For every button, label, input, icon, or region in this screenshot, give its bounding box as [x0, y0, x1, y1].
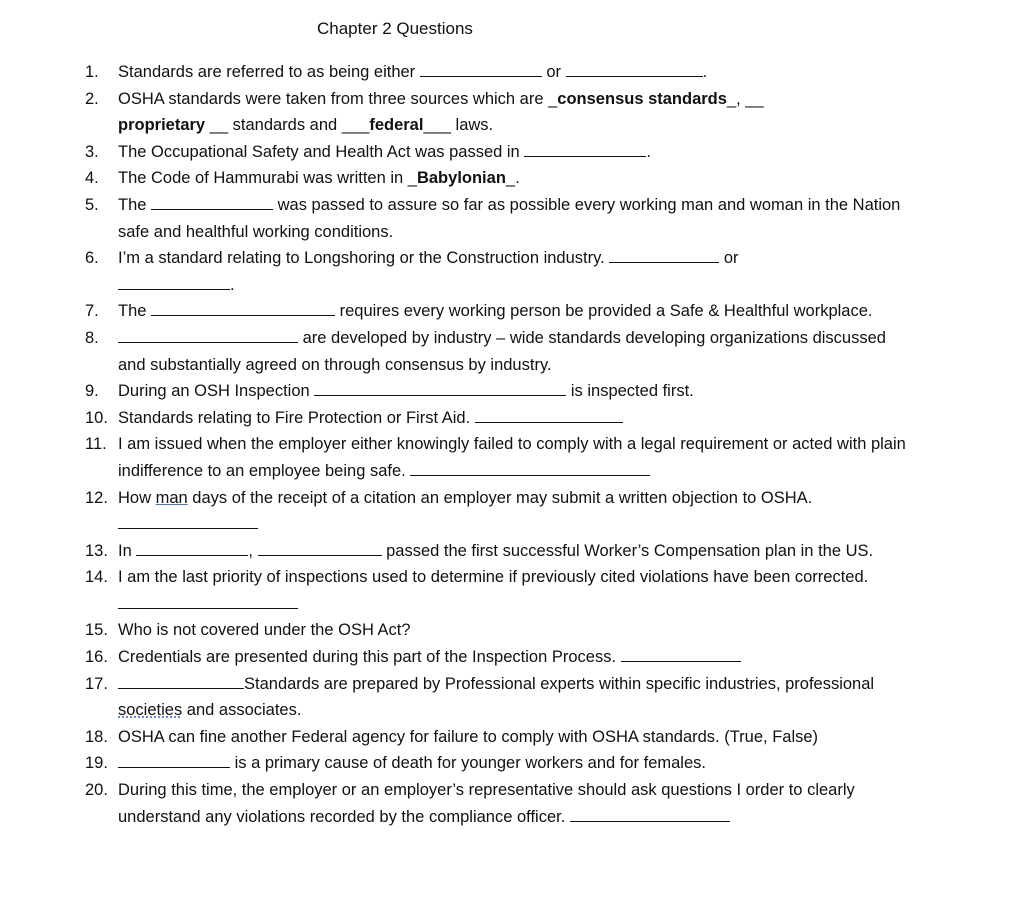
question-text: The Code of Hammurabi was written in _Babylonian_. — [118, 169, 520, 188]
question-text: The was passed to assure so far as possible every working man and woman in the Nation safe and healthful working conditions. — [118, 195, 901, 241]
filled-answer: proprietary — [118, 116, 206, 135]
question-number: 13. — [85, 541, 108, 560]
question-text: The requires every working person be provided a Safe & Healthful workplace. — [118, 302, 873, 321]
question-number: 19. — [85, 754, 108, 773]
answer-blank[interactable] — [570, 806, 730, 822]
question-8 — [0, 325, 1024, 378]
question-number: 3. — [85, 142, 99, 161]
question-number: 8. — [85, 328, 99, 347]
question-number: 11. — [85, 435, 107, 454]
question-19 — [0, 750, 1024, 777]
question-5 — [0, 192, 1024, 245]
question-4 — [0, 165, 1024, 192]
answer-blank[interactable] — [566, 61, 703, 77]
question-number: 16. — [85, 648, 108, 667]
answer-blank[interactable] — [609, 247, 719, 263]
question-text: During an OSH Inspection is inspected first. — [118, 382, 694, 401]
question-text: I am the last priority of inspections used to determine if previously cited violations have been corrected. — [118, 564, 918, 617]
answer-blank[interactable] — [475, 407, 623, 423]
filled-answer: Babylonian — [416, 169, 506, 188]
question-11 — [0, 431, 1024, 484]
answer-blank[interactable] — [136, 540, 248, 556]
question-number: 20. — [85, 781, 108, 800]
question-text: I’m a standard relating to Longshoring or the Construction industry. or . — [118, 249, 739, 294]
answer-blank[interactable] — [118, 673, 244, 689]
question-6 — [0, 245, 1024, 298]
question-number: 1. — [85, 63, 99, 81]
answer-blank[interactable] — [524, 141, 646, 157]
question-10 — [0, 405, 1024, 432]
question-text: OSHA standards were taken from three sources which are _consensus standards_, __ proprietary __ standards and ___federal___ laws. — [118, 89, 764, 135]
question-text: Standards are referred to as being either or . — [118, 63, 708, 81]
question-list — [0, 59, 1024, 830]
question-13 — [0, 538, 1024, 565]
question-number: 15. — [85, 621, 108, 640]
question-18 — [0, 724, 1024, 751]
filled-answer: federal — [369, 116, 424, 135]
question-text: In , passed the first successful Worker’s Compensation plan in the US. — [118, 541, 874, 560]
filled-answer: consensus standards — [557, 89, 727, 108]
question-text: are developed by industry – wide standards developing organizations discussed and substantially agreed on through consensus by industry. — [118, 328, 886, 374]
question-number: 17. — [85, 674, 108, 693]
question-text: I am issued when the employer either knowingly failed to comply with a legal requirement or acted with plain indifference to an employee being safe. — [118, 435, 906, 480]
question-number: 18. — [85, 727, 108, 746]
question-text: is a primary cause of death for younger workers and for females. — [118, 750, 918, 777]
answer-blank[interactable] — [118, 513, 258, 529]
question-text: During this time, the employer or an employer’s representative should ask questions I order to clearly understand any violations recorded by the compliance officer. — [118, 781, 855, 826]
answer-blank[interactable] — [410, 460, 650, 476]
question-20 — [0, 777, 1024, 830]
question-9 — [0, 378, 1024, 405]
question-number: 5. — [85, 195, 99, 214]
answer-blank[interactable] — [258, 540, 382, 556]
question-text: Standards relating to Fire Protection or First Aid. — [118, 405, 918, 432]
question-text: Standards are prepared by Professional experts within specific industries, professional societies and associates. — [118, 674, 875, 720]
question-number: 2. — [85, 89, 99, 108]
question-15 — [0, 617, 1024, 644]
answer-blank[interactable] — [621, 646, 741, 662]
question-text: OSHA can fine another Federal agency for failure to comply with OSHA standards. (True, False) — [118, 727, 819, 746]
question-2 — [0, 86, 1024, 139]
question-7 — [0, 298, 1024, 325]
answer-blank[interactable] — [118, 327, 298, 343]
answer-blank[interactable] — [118, 274, 230, 290]
question-text: Credentials are presented during this part of the Inspection Process. — [118, 644, 918, 671]
question-number: 7. — [85, 302, 99, 321]
question-17 — [0, 671, 1024, 724]
question-number: 4. — [85, 169, 99, 188]
answer-blank[interactable] — [314, 380, 566, 396]
question-3 — [0, 139, 1024, 166]
question-number: 10. — [85, 408, 108, 427]
answer-blank[interactable] — [151, 194, 273, 210]
document-title: Chapter 2 Questions — [317, 19, 473, 38]
answer-blank[interactable] — [151, 300, 335, 316]
answer-blank[interactable] — [420, 61, 542, 77]
flagged-word: societies — [118, 701, 183, 720]
question-14 — [0, 564, 1024, 617]
question-12 — [0, 485, 1024, 538]
answer-blank[interactable] — [118, 752, 230, 768]
flagged-word: man — [155, 488, 188, 507]
question-text: Who is not covered under the OSH Act? — [118, 621, 411, 640]
question-number: 14. — [85, 568, 108, 587]
question-1 — [0, 59, 1024, 86]
question-text: How man days of the receipt of a citation an employer may submit a written objection to OSHA. — [118, 485, 918, 538]
question-number: 9. — [85, 382, 99, 401]
question-16 — [0, 644, 1024, 671]
answer-blank[interactable] — [118, 593, 298, 609]
question-number: 6. — [85, 249, 99, 268]
question-number: 12. — [85, 488, 108, 507]
question-text: The Occupational Safety and Health Act was passed in . — [118, 142, 651, 161]
